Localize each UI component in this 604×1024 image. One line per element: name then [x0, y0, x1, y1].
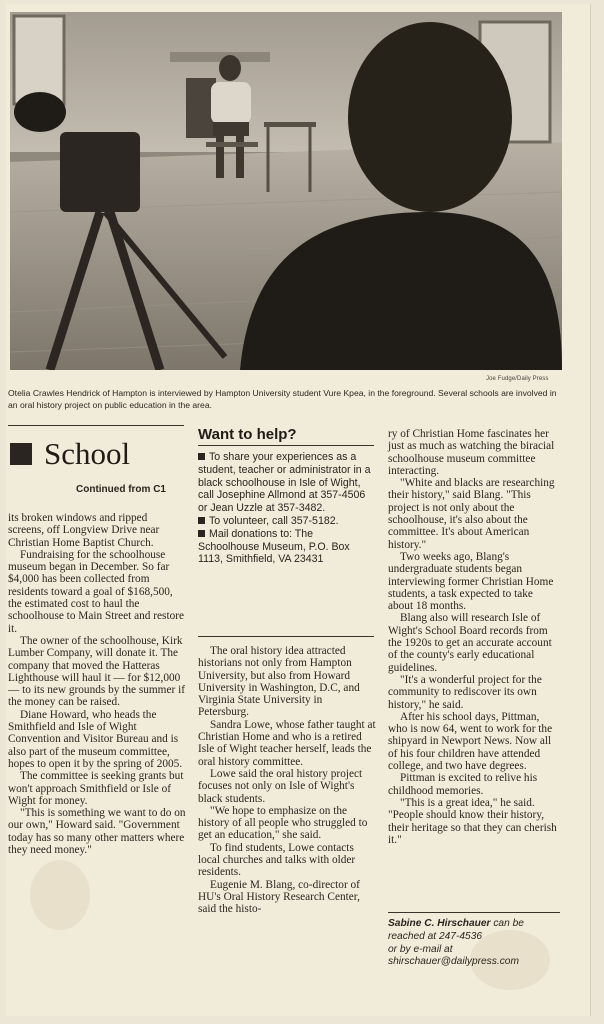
- article-column-3: [388, 428, 560, 846]
- continued-label: Continued from C1: [76, 484, 166, 495]
- paragraph: Fundraising for the schoolhouse museum began in December. So far $4,000 has been collected from residents toward a goal of $168,500, the estimated cost to haul the schoolhouse to Main Street and restore it.: [8, 548, 185, 635]
- author-line: [388, 918, 560, 944]
- paragraph: "This is something we want to do on our own," Howard said. "Government today has so many other matters where they need money.": [8, 807, 186, 857]
- author-phone-text: can be reached at 247-4536: [388, 918, 524, 942]
- article-column-1: [8, 512, 186, 856]
- help-box-rule: [198, 445, 374, 446]
- article-photo: [10, 12, 562, 370]
- signature-rule: [388, 912, 560, 913]
- paragraph: Pittman is excited to relive his childhood memories.: [388, 772, 538, 797]
- paragraph: Lowe said the oral history project focuses not only on Isle of Wight's black students.: [198, 767, 363, 805]
- paragraph: its broken windows and ripped screens, off Longview Drive near Christian Home Baptist Church.: [8, 512, 160, 549]
- author-contact: [388, 918, 560, 969]
- author-email-intro: or by e-mail at: [388, 943, 453, 955]
- square-bullet-icon: [198, 530, 205, 537]
- article-column-2: [198, 645, 376, 916]
- paragraph: The committee is seeking grants but won't approach Smithfield or Isle of Wight for money.: [8, 770, 184, 807]
- help-item: To volunteer, call 357-5182.: [198, 515, 374, 528]
- paragraph: Sandra Lowe, whose father taught at Christian Home and who is a retired Isle of Wight teacher herself, leads the oral history committee.: [198, 718, 376, 768]
- square-bullet-icon: [198, 453, 205, 460]
- help-box: [198, 451, 374, 566]
- interview-scene-illustration: [10, 12, 562, 370]
- help-box-title: Want to help?: [198, 426, 297, 443]
- square-bullet-icon: [198, 517, 205, 524]
- headline-square-bullet: [10, 443, 32, 465]
- paragraph: The owner of the schoolhouse, Kirk Lumber Company, will donate it. The company that moved the Hatteras Lighthouse will haul it — for $12,000 — to its new grounds by the summer if the money can be raised.: [8, 634, 185, 709]
- paragraph: ry of Christian Home fascinates her just as much as watching the biracial schoolhouse museum committee interacting.: [388, 428, 555, 477]
- paper-stain: [30, 860, 90, 930]
- paragraph: To find students, Lowe contacts local churches and talks with older residents.: [198, 841, 356, 879]
- paragraph: "We hope to emphasize on the history of all people who struggled to get an education," she said.: [198, 804, 368, 842]
- help-box-bottom-rule: [198, 636, 374, 637]
- author-email: shirschauer@dailypress.com: [388, 956, 519, 968]
- photo-caption: Otelia Crawles Hendrick of Hampton is interviewed by Hampton University student Vure Kpea, in the foreground. Several schools are involved in an oral history project on public education in the area.: [8, 388, 557, 410]
- help-item: Mail donations to: The Schoolhouse Museum, P.O. Box 1113, Smithfield, VA 23431: [198, 527, 350, 566]
- author-name: Sabine C. Hirschauer: [388, 918, 491, 929]
- paragraph: Diane Howard, who heads the Smithfield and Isle of Wight Convention and Visitor Bureau and is also part of the museum committee, hopes to open it by the spring of 2005.: [8, 708, 183, 770]
- paragraph: The oral history idea attracted historians not only from Hampton University, but also from Howard University in Washington, D.C, and Virginia State University in Petersburg.: [198, 645, 360, 719]
- photo-credit: Joe Fudge/Daily Press: [486, 376, 549, 382]
- paragraph: "It's a wonderful project for the community to rediscover its own history," he said.: [388, 673, 542, 711]
- paragraph: "White and blacks are researching their history," said Blang. "This project is not only about the schoolhouse, it's also about the committee. It's about American history.": [388, 477, 555, 551]
- article-headline: [10, 436, 130, 472]
- paragraph: "This is a great idea," he said. "People should know their history, their heritage so that they can cherish it.": [388, 796, 557, 846]
- headline-rule: [8, 425, 184, 426]
- paragraph: After his school days, Pittman, who is now 64, went to work for the shipyard in Newport News. Now all of his four children have attended college, and two have degrees.: [388, 710, 553, 773]
- headline-text: School: [44, 436, 131, 471]
- help-item: To share your experiences as a student, teacher or administrator in a black schoolhouse in Isle of Wight, call Josephine Allmond at 357-4506 or Jean Uzzle at 357-3482.: [198, 451, 371, 515]
- paragraph: Blang also will research Isle of Wight's School Board records from the 1920s to get an accurate account of the county's early educational guidelines.: [388, 612, 552, 674]
- paragraph: Two weeks ago, Blang's undergraduate students began interviewing former Christian Home students, a task expected to take about 18 months.: [388, 550, 554, 613]
- paragraph: Eugenie M. Blang, co-director of HU's Oral History Research Center, said the histo-: [198, 878, 360, 916]
